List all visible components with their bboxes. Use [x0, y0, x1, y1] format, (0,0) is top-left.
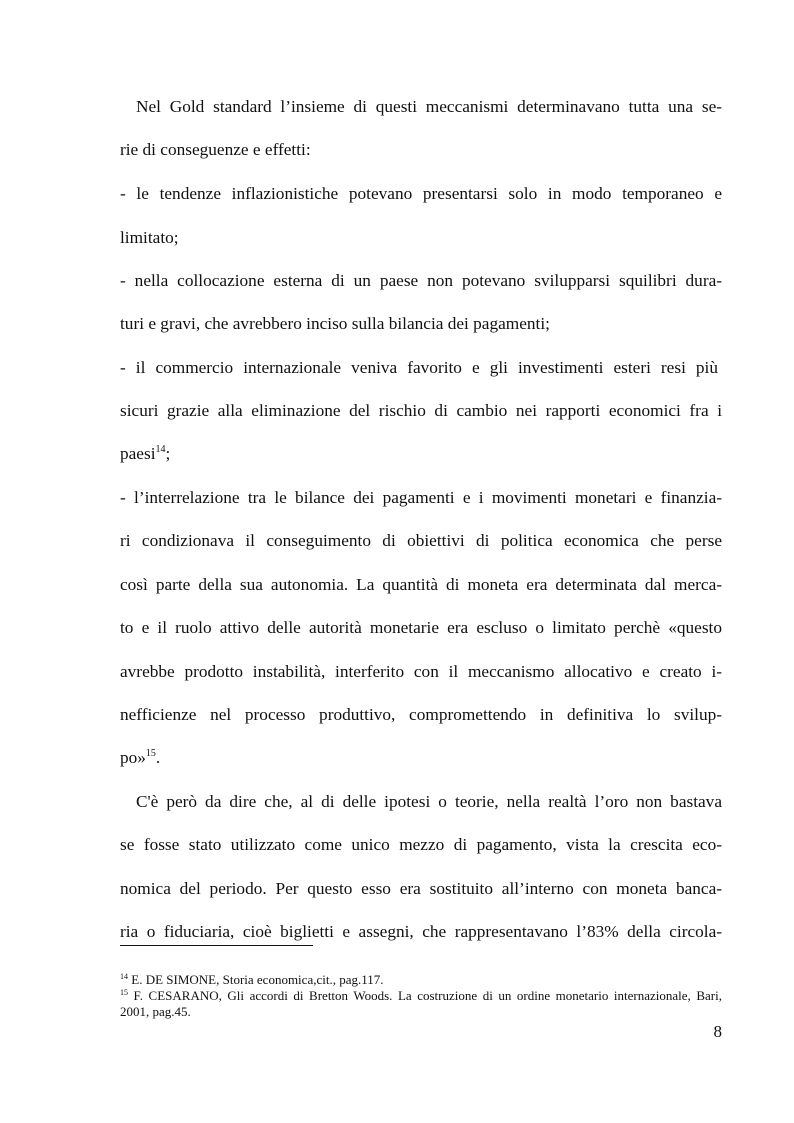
- bullet-3-line-2: sicuri grazie alla eliminazione del rischio di cambio nei rapporti economici fra i: [120, 401, 722, 420]
- bullet-2-line-1: - nella collocazione esterna di un paese non potevano svilupparsi squilibri dura-: [120, 271, 722, 290]
- footnote-15-line-1: [120, 988, 722, 1004]
- paragraph-2-line-2: se fosse stato utilizzato come unico mezzo di pagamento, vista la crescita eco-: [120, 835, 722, 854]
- bullet-1-line-2: limitato;: [120, 228, 179, 247]
- bullet-3-line-1: - il commercio internazionale veniva favorito e gli investimenti esteri resi più: [120, 358, 718, 377]
- bullet-3-line-3-text: paesi: [120, 444, 156, 463]
- bullet-4-line-6: nefficienze nel processo produttivo, compromettendo in definitiva lo svilup-: [120, 705, 722, 724]
- footnote-14-number: 14: [120, 972, 128, 981]
- bullet-4-line-3: così parte della sua autonomia. La quantità di moneta era determinata dal merca-: [120, 575, 722, 594]
- bullet-3-line-3-end: ;: [165, 444, 171, 463]
- bullet-4-line-1: - l’interrelazione tra le bilance dei pagamenti e i movimenti monetari e finanzia-: [120, 488, 722, 507]
- bullet-4-line-5: avrebbe prodotto instabilità, interferito con il meccanismo allocativo e creato i-: [120, 662, 722, 681]
- bullet-4-line-7-text: po»: [120, 748, 146, 767]
- bullet-4-line-7: [120, 747, 722, 769]
- bullet-4-line-2: ri condizionava il conseguimento di obiettivi di politica economica che perse: [120, 531, 722, 550]
- paragraph-2-line-3: nomica del periodo. Per questo esso era sostituito all’interno con moneta banca-: [120, 879, 722, 898]
- bullet-3-line-3: [120, 443, 722, 465]
- bullet-4-line-7-end: .: [155, 748, 161, 767]
- footnote-14: [120, 972, 722, 988]
- footnote-separator: [120, 945, 313, 946]
- footnote-15-number: 15: [120, 988, 128, 997]
- paragraph-1-line-2: rie di conseguenze e effetti:: [120, 140, 311, 159]
- footnote-14-text: E. DE SIMONE, Storia economica,cit., pag.117.: [128, 972, 384, 987]
- footnote-ref-15[interactable]: 15: [145, 748, 156, 759]
- footnote-15-line-2: 2001, pag.45.: [120, 1004, 191, 1019]
- paragraph-2-line-4: ria o fiduciaria, cioè biglietti e assegni, che rappresentavano l’83% della circola-: [120, 922, 722, 941]
- paragraph-1-line-1: Nel Gold standard l’insieme di questi meccanismi determinavano tutta una se-: [136, 97, 722, 116]
- footnote-15-text: F. CESARANO, Gli accordi di Bretton Woods. La costruzione di un ordine monetario internazionale, Bari,: [128, 988, 722, 1003]
- page-number: 8: [713, 1022, 722, 1041]
- bullet-1-line-1: - le tendenze inflazionistiche potevano presentarsi solo in modo temporaneo e: [120, 184, 722, 203]
- paragraph-2-line-1: C'è però da dire che, al di delle ipotesi o teorie, nella realtà l’oro non bastava: [136, 792, 722, 811]
- bullet-4-line-4: to e il ruolo attivo delle autorità monetarie era escluso o limitato perchè «questo: [120, 618, 722, 637]
- bullet-2-line-2: turi e gravi, che avrebbero inciso sulla bilancia dei pagamenti;: [120, 314, 550, 333]
- footnote-ref-14[interactable]: 14: [155, 444, 166, 455]
